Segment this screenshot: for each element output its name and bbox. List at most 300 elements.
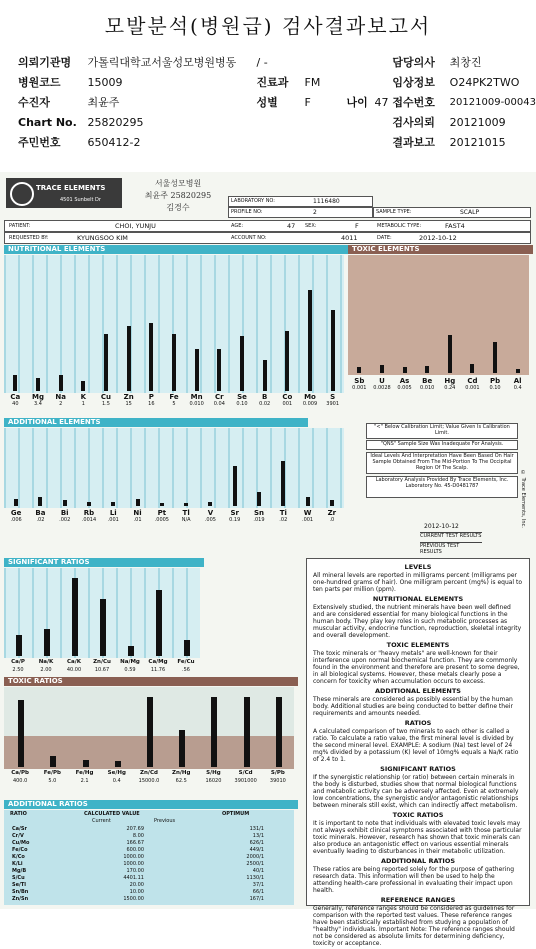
metabolic-value: FAST4 xyxy=(445,222,465,230)
explanation-heading: RATIOS xyxy=(404,719,432,727)
additional-bar xyxy=(306,497,310,506)
nutritional-bar xyxy=(36,378,40,391)
ratio-optimum: 167/1 xyxy=(249,896,264,902)
explanation-text: All mineral levels are reported in milligrams percent (milligrams per one-hundred grams of hair). One milligram percent (mg%) is equal to ten parts per million (ppm). xyxy=(313,572,523,593)
additional-symbol: W xyxy=(303,509,312,517)
additional-symbol: Li xyxy=(109,509,117,517)
significant-symbol: Zn/Cu xyxy=(93,659,111,665)
ratio-optimum: 2500/1 xyxy=(246,861,264,867)
explanation-text: The toxic minerals or "heavy metals" are well-known for their interference upon normal biochemical function. They are commonly found in the environment and therefore are present to some degree, in all biological systems. However, these metals clearly pose a concern for toxicity when accumulation occurs to excess. xyxy=(313,650,520,685)
toxic-ratio-value: 5.0 xyxy=(48,778,57,784)
ratio-name: S/Cu xyxy=(12,875,25,881)
additional-symbol: Ge xyxy=(10,509,22,517)
toxic-bar xyxy=(357,367,361,373)
explanation-text: It is important to note that individuals with elevated toxic levels may not always exhibit clinical symptoms associated with those particular toxic minerals. However, research has shown that toxic minerals can also produce an antagonistic effect on various essential minerals eventually leading to disturbances in their metabolic utilization. xyxy=(313,820,522,855)
requested-label: REQUESTED BY: xyxy=(9,235,49,241)
ratio-value: 8.00 xyxy=(132,833,144,839)
additional-value: .001 xyxy=(301,517,314,523)
explanation-text: A calculated comparison of two minerals to each other is called a ratio. To calculate a ratio value, the first mineral level is divided by the second mineral level. EXAMPLE: A sodium (Na) test level of 24 mg% divided by a potassium (K) level of 10mg% equals a Na/K ratio of 2.4 to 1. xyxy=(313,728,519,763)
sex-label-en: SEX: xyxy=(305,223,317,229)
nutritional-symbol: Ca xyxy=(10,393,21,401)
significant-chart xyxy=(4,568,200,658)
receipt-value: 20121009-00043 xyxy=(449,96,536,108)
ratio-value: 20.00 xyxy=(129,882,144,888)
nutritional-bar xyxy=(104,334,108,391)
nutritional-symbol: Na xyxy=(55,393,66,401)
nutritional-symbol: P xyxy=(148,393,154,401)
toxic-ratio-symbol: Zn/Cd xyxy=(140,770,158,776)
additional-ratios-table xyxy=(4,810,294,905)
additional-bar xyxy=(233,466,237,506)
request-label: 검사의뢰 xyxy=(392,116,435,129)
explanation-heading: SIGNIFICANT RATIOS xyxy=(380,765,456,773)
additional-symbol: Zr xyxy=(327,509,337,517)
nutritional-symbol: Mo xyxy=(304,393,316,401)
toxic-ratio-symbol: Fe/Pb xyxy=(43,770,61,776)
additional-bar xyxy=(208,502,212,506)
sex-value: F xyxy=(304,96,311,109)
significant-bar xyxy=(100,599,106,656)
toxic-symbol: Sb xyxy=(354,377,365,385)
examinee-label: 수진자 xyxy=(18,96,50,109)
ratio-value: 10.00 xyxy=(129,889,144,895)
nutritional-bar xyxy=(285,331,289,391)
significant-value: 40.00 xyxy=(66,667,82,673)
dept-value: FM xyxy=(304,76,321,89)
id-value: 650412-2 xyxy=(87,135,141,149)
additional-symbol: V xyxy=(207,509,214,517)
toxic-symbol: U xyxy=(379,377,385,385)
nutritional-bar xyxy=(59,375,63,391)
toxic-value: 0.0028 xyxy=(373,385,391,391)
toxic-value: 0.001 xyxy=(352,385,367,391)
significant-value: 10.67 xyxy=(94,667,110,673)
ratio-value: 166.67 xyxy=(126,840,144,846)
additional-bar xyxy=(38,497,42,506)
additional-bar xyxy=(184,503,188,506)
ratio-value: 600.00 xyxy=(126,847,144,853)
report-header xyxy=(18,52,536,152)
toxic-bar xyxy=(380,365,384,373)
toxic-bar xyxy=(425,366,429,373)
toxic-bar xyxy=(448,335,452,373)
toxic-ratios-chart xyxy=(4,687,294,769)
nutritional-symbol: K xyxy=(80,393,87,401)
additional-labels xyxy=(4,509,344,525)
toxic-ratio-symbol: S/Hg xyxy=(206,770,221,776)
requested-value: KYUNGSOO KIM xyxy=(77,234,128,242)
toxic-value: 0.4 xyxy=(513,385,522,391)
significant-bar xyxy=(44,629,50,656)
institution-label: 의뢰기관명 xyxy=(18,56,72,69)
nutritional-value: 5 xyxy=(172,401,176,407)
additional-symbol: Pt xyxy=(157,509,167,517)
toxic-ratio-symbol: Se/Hg xyxy=(107,770,126,776)
hospcode-value: 15009 xyxy=(87,75,123,89)
additional-value: .006 xyxy=(10,517,22,523)
metabolic-label: METABOLIC TYPE: xyxy=(377,223,422,229)
toxic-ratio-value: 3901000 xyxy=(234,778,257,784)
additional-value: .002 xyxy=(59,517,71,523)
lab-no-label: LABORATORY NO: xyxy=(231,198,275,204)
additional-value: .01 xyxy=(133,517,142,523)
additional-symbol: Tl xyxy=(182,509,190,517)
age-value-en: 47 xyxy=(287,222,296,230)
toxic-symbol: Hg xyxy=(444,377,456,385)
significant-bar xyxy=(184,640,190,656)
explanation-heading: ADDITIONAL ELEMENTS xyxy=(375,687,461,695)
legend-ideal-levels: Ideal Levels And Interpretation Have Been Based On Hair Sample Obtained From The Mid-Portion To The Occipital Region Of The Scalp. xyxy=(366,452,518,474)
additional-title: ADDITIONAL ELEMENTS xyxy=(4,418,308,427)
toxic-bar xyxy=(493,342,497,373)
account-value: 4011 xyxy=(341,234,358,242)
nutritional-value: 1 xyxy=(81,401,85,407)
toxic-ratio-value: 62.5 xyxy=(175,778,187,784)
additional-value: 0.19 xyxy=(229,517,241,523)
toxic-ratio-value: 39010 xyxy=(269,778,286,784)
toxic-ratio-value: 0.4 xyxy=(112,778,121,784)
significant-symbol: Ca/K xyxy=(66,659,82,665)
nutritional-bar xyxy=(81,381,85,391)
ratio-name: K/Co xyxy=(12,854,25,860)
nutritional-symbol: Cu xyxy=(100,393,112,401)
logo-text: TRACE ELEMENTS xyxy=(36,184,106,192)
toxic-symbol: As xyxy=(399,377,410,385)
ratio-optimum: 1130/1 xyxy=(246,875,264,881)
additional-bar xyxy=(160,503,164,506)
profile-value: 2 xyxy=(313,209,317,216)
requested-row xyxy=(4,232,531,244)
additional-value: .0005 xyxy=(154,517,169,523)
optimum-column-header: OPTIMUM xyxy=(222,811,250,817)
logo-emblem-icon xyxy=(10,182,34,206)
ratio-name: Fe/Co xyxy=(12,847,28,853)
nutritional-symbol: Se xyxy=(237,393,247,401)
institution-value: 가톨릭대학교서울성모병원병동 xyxy=(87,56,237,69)
nutritional-value: 0.02 xyxy=(259,401,271,407)
nutritional-symbol: Mg xyxy=(31,393,44,401)
id-label: 주민번호 xyxy=(18,136,61,149)
ratio-value: 1000.00 xyxy=(123,854,144,860)
date-stamp: 2012-10-12 xyxy=(424,523,459,530)
nutritional-value: 2 xyxy=(59,401,63,407)
toxic-symbol: Cd xyxy=(467,377,478,385)
previous-results-label: PREVIOUS TEST RESULTS xyxy=(420,542,482,555)
nutritional-bar xyxy=(217,349,221,391)
toxic-labels xyxy=(348,377,529,399)
nutritional-bar xyxy=(13,375,17,391)
explanations-panel xyxy=(306,558,530,947)
toxic-ratio-value: 2.1 xyxy=(80,778,89,784)
additional-value: .02 xyxy=(36,517,45,523)
nutritional-value: 0.04 xyxy=(213,401,225,407)
ratio-value: 170.00 xyxy=(126,868,144,874)
toxic-value: 0.24 xyxy=(444,385,456,391)
sample-value: SCALP xyxy=(460,209,480,216)
previous-column-header: Previous xyxy=(154,818,176,824)
ratio-name: Cr/V xyxy=(12,833,24,839)
ratio-optimum: 13/1 xyxy=(252,833,264,839)
toxic-bar xyxy=(403,367,407,373)
ratio-name: Se/Tl xyxy=(12,882,26,888)
legend-calibration: "<" Below Calibration Limit; Value Given Is Calibration Limit. xyxy=(366,423,518,439)
additional-symbol: Sr xyxy=(230,509,239,517)
significant-symbol: Na/Mg xyxy=(120,659,140,665)
additional-bar xyxy=(257,492,261,506)
significant-symbol: Ca/Mg xyxy=(148,659,168,665)
sample-field xyxy=(373,207,531,218)
date-value: 2012-10-12 xyxy=(419,234,457,242)
doctor-value: 최창진 xyxy=(449,56,482,69)
toxic-ratio-symbol: Zn/Hg xyxy=(171,770,191,776)
nutritional-bar xyxy=(308,290,312,391)
nutritional-value: 15 xyxy=(125,401,132,407)
nutritional-value: 001 xyxy=(282,401,293,407)
doctor-label: 담당의사 xyxy=(392,56,435,69)
additional-value: .005 xyxy=(204,517,216,523)
toxic-ratio-bar xyxy=(147,697,153,767)
explanation-text: These minerals are considered as possibly essential by the human body. Additional studies are being conducted to better define their requirements and amounts needed. xyxy=(313,696,513,717)
chart-label: Chart No. xyxy=(18,115,77,129)
additional-symbol: Rb xyxy=(83,509,95,517)
toxic-value: 0.001 xyxy=(465,385,480,391)
explanation-heading: TOXIC ELEMENTS xyxy=(386,641,450,649)
toxic-ratio-bar xyxy=(244,697,250,767)
significant-symbol: Fe/Cu xyxy=(177,659,195,665)
dept-label: 진료과 xyxy=(256,76,289,89)
ratio-name: Mg/B xyxy=(12,868,27,874)
toxic-ratio-bar xyxy=(211,697,217,767)
toxic-ratio-bar xyxy=(115,761,121,767)
nutritional-bar xyxy=(263,360,267,391)
nutritional-symbol: B xyxy=(261,393,268,401)
handwritten-note xyxy=(134,178,222,214)
toxic-ratio-value: 16020 xyxy=(205,778,222,784)
date-label: DATE: xyxy=(377,235,392,241)
sample-label: SAMPLE TYPE: xyxy=(376,209,412,215)
additional-bar xyxy=(111,502,115,506)
nutritional-symbol: Co xyxy=(282,393,293,401)
ratio-optimum: 449/1 xyxy=(249,847,264,853)
significant-title: SIGNIFICANT RATIOS xyxy=(4,558,204,567)
clinical-value: O24PK2TWO xyxy=(449,75,520,89)
additional-bar xyxy=(14,499,18,506)
toxic-value: 0.005 xyxy=(397,385,412,391)
toxic-symbol: Be xyxy=(422,377,433,385)
nutritional-symbol: Zn xyxy=(123,393,134,401)
ratio-optimum: 40/1 xyxy=(252,868,264,874)
explanation-heading: REFERENCE RANGES xyxy=(380,896,456,904)
ratio-optimum: 37/1 xyxy=(252,882,264,888)
patient-value: CHOI, YUNJU xyxy=(115,222,156,230)
additional-bar xyxy=(87,502,91,506)
ratio-value: 1000.00 xyxy=(123,861,144,867)
toxic-ratio-symbol: Fe/Hg xyxy=(75,770,94,776)
toxic-ratio-value: 15000.0 xyxy=(138,778,160,784)
toxic-ratios-title: TOXIC RATIOS xyxy=(4,677,298,686)
nutritional-bar xyxy=(195,349,199,391)
nutritional-value: 0.010 xyxy=(189,401,204,407)
ratio-value: 1500.00 xyxy=(123,896,144,902)
toxic-ratio-bar xyxy=(276,697,282,767)
lab-no-value: 1116480 xyxy=(313,198,340,205)
significant-bar xyxy=(128,646,134,656)
hospcode-label: 병원코드 xyxy=(18,76,61,89)
additional-value: .001 xyxy=(107,517,119,523)
additional-value: N/A xyxy=(181,517,191,523)
toxic-ratio-symbol: Ca/Pb xyxy=(11,770,29,776)
toxic-value: 0.10 xyxy=(489,385,501,391)
significant-value: 2.50 xyxy=(12,667,24,673)
toxic-bar xyxy=(470,364,474,373)
nutritional-bar xyxy=(172,334,176,391)
additional-value: .0 xyxy=(329,517,335,523)
examinee-value: 최윤주 xyxy=(87,96,120,109)
additional-symbol: Bi xyxy=(60,509,69,517)
toxic-ratio-symbol: S/Cd xyxy=(238,770,253,776)
additional-bar xyxy=(63,500,67,506)
request-value: 20121009 xyxy=(449,115,506,129)
explanations-text xyxy=(307,559,529,949)
ratio-name: Cu/Mo xyxy=(12,840,30,846)
significant-symbol: Ca/P xyxy=(11,659,25,665)
report-value: 20121015 xyxy=(449,135,506,149)
logo-address: 4501 Sunbelt Dr xyxy=(60,197,101,203)
legend-qns: "QNS" Sample Size Was Inadequate For Analysis. xyxy=(366,440,518,450)
toxic-bar xyxy=(516,369,520,373)
additional-chart xyxy=(4,428,344,508)
explanation-heading: ADDITIONAL RATIOS xyxy=(380,857,456,865)
toxic-symbol: Al xyxy=(513,377,522,385)
copyright: © Trace Elements, Inc. xyxy=(520,470,526,528)
handwriting-line: 서울성모병원 xyxy=(154,179,202,188)
age-label-en: AGE: xyxy=(231,223,244,229)
toxic-value: 0.010 xyxy=(420,385,435,391)
significant-bar xyxy=(16,635,22,656)
nutritional-chart xyxy=(4,255,344,393)
explanation-heading: TOXIC RATIOS xyxy=(392,811,444,819)
significant-labels xyxy=(4,659,200,675)
additional-value: .0014 xyxy=(81,517,97,523)
toxic-chart xyxy=(348,255,529,375)
ratio-name: Sn/Bn xyxy=(12,889,29,895)
institution-dash: / - xyxy=(256,55,268,69)
ratio-optimum: 66/1 xyxy=(252,889,264,895)
explanation-heading: NUTRITIONAL ELEMENTS xyxy=(372,595,464,603)
explanation-text: These ratios are being reported solely for the purpose of gathering research data. This information will then be used to help the attending health-care professional in evaluating their impact upon health. xyxy=(313,866,515,894)
ratio-name: K/Li xyxy=(12,861,23,867)
nutritional-labels xyxy=(4,393,344,409)
toxic-symbol: Pb xyxy=(489,377,501,385)
additional-value: .02 xyxy=(279,517,288,523)
nutritional-bar xyxy=(331,310,335,391)
ratio-optimum: 131/1 xyxy=(249,826,264,832)
lab-no-field xyxy=(228,196,373,207)
ratio-value: 207.69 xyxy=(126,826,144,832)
significant-bar xyxy=(72,578,78,656)
significant-value: 0.59 xyxy=(124,667,136,673)
additional-symbol: Ni xyxy=(133,509,142,517)
additional-bar xyxy=(330,500,334,506)
significant-value: 2.00 xyxy=(40,667,52,673)
account-label: ACCOUNT NO: xyxy=(231,235,267,241)
additional-symbol: Ti xyxy=(279,509,287,517)
legend-laboratory: Laboratory Analysis Provided By Trace Elements, Inc. Laboratory No. 45-D0481787 xyxy=(366,476,518,498)
patient-label: PATIENT: xyxy=(9,223,31,229)
report-label: 결과보고 xyxy=(392,136,435,149)
profile-field xyxy=(228,207,373,218)
significant-bar xyxy=(156,590,162,656)
page-title: 모발분석(병원급) 검사결과보고서 xyxy=(104,14,432,38)
toxic-title: TOXIC ELEMENTS xyxy=(348,245,533,254)
nutritional-bar xyxy=(240,336,244,391)
ratio-optimum: 2000/1 xyxy=(246,854,264,860)
toxic-ratio-bar xyxy=(83,760,89,767)
ratio-value: 4401.11 xyxy=(123,875,144,881)
ratio-name: Ca/Sr xyxy=(12,826,27,832)
age-label: 나이 xyxy=(346,96,368,109)
calc-column-header: CALCULATED VALUE xyxy=(84,811,140,817)
nutritional-symbol: Cr xyxy=(215,393,224,401)
lab-logo xyxy=(6,178,122,208)
additional-symbol: Sn xyxy=(253,509,264,517)
nutritional-symbol: Mn xyxy=(190,393,203,401)
nutritional-value: 1.5 xyxy=(102,401,110,407)
nutritional-bar xyxy=(127,326,131,391)
nutritional-title: NUTRITIONAL ELEMENTS xyxy=(4,245,348,254)
toxic-ratio-value: 400.0 xyxy=(12,778,28,784)
profile-label: PROFILE NO: xyxy=(231,209,263,215)
current-results-label: CURRENT TEST RESULTS xyxy=(420,533,482,539)
significant-symbol: Na/K xyxy=(38,659,54,665)
toxic-ratios-labels xyxy=(4,770,294,786)
age-value: 47 xyxy=(374,96,389,109)
sex-label: 성별 xyxy=(256,96,278,109)
nutritional-bar xyxy=(149,323,153,391)
explanation-text: Generally, reference ranges should be considered as guidelines for comparison with the reported test values. These reference ranges have been statistically established from studying a population of "healthy" individuals. Important Note: The reference ranges should not be considered as absolute limits for determining deficiency, toxicity or acceptance. xyxy=(313,905,515,947)
additional-bar xyxy=(281,461,285,506)
nutritional-value: 3901 xyxy=(326,401,340,407)
significant-value: .56 xyxy=(182,667,190,673)
explanation-heading: LEVELS xyxy=(404,563,432,571)
patient-row xyxy=(4,220,531,232)
toxic-ratio-symbol: S/Pb xyxy=(270,770,285,776)
chart-value: 25820295 xyxy=(87,115,144,129)
nutritional-value: 0.10 xyxy=(236,401,248,407)
receipt-label: 접수번호 xyxy=(392,96,435,109)
clinical-label: 임상정보 xyxy=(392,76,435,89)
nutritional-value: 40 xyxy=(12,401,19,407)
toxic-ratio-bar xyxy=(18,700,24,767)
additional-bar xyxy=(136,499,140,506)
toxic-ratio-bar xyxy=(50,756,56,767)
handwriting-line: 김경수 xyxy=(166,203,190,212)
nutritional-value: 16 xyxy=(148,401,155,407)
sex-value-en: F xyxy=(355,222,359,230)
nutritional-symbol: Fe xyxy=(169,393,179,401)
additional-value: .019 xyxy=(253,517,265,523)
ratio-optimum: 626/1 xyxy=(249,840,264,846)
current-column-header: Current xyxy=(92,818,111,824)
significant-value: 11.76 xyxy=(150,667,166,673)
handwriting-line: 최윤주 25820295 xyxy=(144,191,212,200)
nutritional-value: 3.4 xyxy=(34,401,42,407)
nutritional-value: 0.009 xyxy=(302,401,318,407)
toxic-ratio-bar xyxy=(179,730,185,767)
nutritional-symbol: S xyxy=(330,393,336,401)
ratio-column-header: RATIO xyxy=(10,811,27,817)
additional-symbol: Ba xyxy=(35,509,46,517)
